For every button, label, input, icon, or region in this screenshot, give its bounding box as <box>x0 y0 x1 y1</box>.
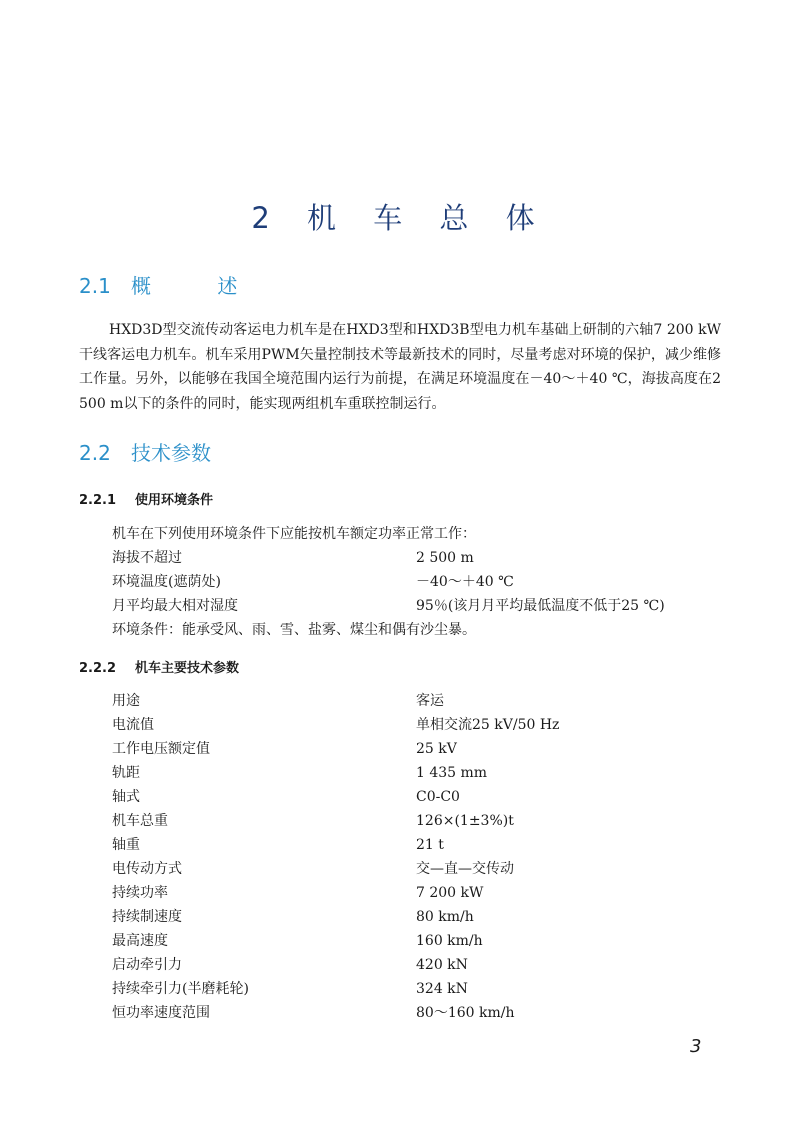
section-number: 2.1 <box>79 274 111 298</box>
row-value: 160 km/h <box>416 933 483 949</box>
row-label: 电传动方式 <box>112 861 182 877</box>
row-label: 工作电压额定值 <box>112 741 210 757</box>
row-value: －40～＋40 ℃ <box>416 574 514 590</box>
environment-row <box>112 546 732 570</box>
row-value: C0-C0 <box>416 789 460 805</box>
row-value: 客运 <box>416 693 444 709</box>
environment-row <box>112 594 732 618</box>
parameter-row <box>112 953 732 977</box>
section-heading-technical-parameters <box>79 437 211 466</box>
subsection-number: 2.2.2 <box>79 661 117 676</box>
parameter-row <box>112 689 732 713</box>
row-label: 机车总重 <box>112 813 168 829</box>
parameter-row <box>112 785 732 809</box>
row-label: 持续牵引力(半磨耗轮) <box>112 981 249 997</box>
subsection-title: 机车主要技术参数 <box>135 661 240 676</box>
row-label: 轴式 <box>112 789 140 805</box>
parameter-row <box>112 905 732 929</box>
parameter-row <box>112 1001 732 1025</box>
row-value: 80 km/h <box>416 909 474 925</box>
parameter-row <box>112 737 732 761</box>
environment-row <box>112 570 732 594</box>
section-number: 2.2 <box>79 441 111 465</box>
subsection-heading-environment <box>79 489 213 508</box>
subsection-heading-main-parameters <box>79 657 239 676</box>
row-value: 2 500 m <box>416 550 474 566</box>
row-label: 持续制速度 <box>112 909 182 925</box>
row-value: 交—直—交传动 <box>416 861 514 877</box>
row-label: 电流值 <box>112 717 154 733</box>
chapter-title: 2 机 车 总 体 <box>251 201 549 235</box>
parameter-row <box>112 833 732 857</box>
row-label: 最高速度 <box>112 933 168 949</box>
row-label: 月平均最大相对湿度 <box>112 598 238 614</box>
parameter-row <box>112 809 732 833</box>
row-label: 轴重 <box>112 837 140 853</box>
section-title: 技术参数 <box>131 441 211 465</box>
row-value: 324 kN <box>416 981 468 997</box>
parameter-row <box>112 977 732 1001</box>
subsection-title: 使用环境条件 <box>135 493 214 508</box>
parameter-row <box>112 713 732 737</box>
row-label: 轨距 <box>112 765 140 781</box>
row-value: 80～160 km/h <box>416 1005 515 1021</box>
environment-intro: 机车在下列使用环境条件下应能按机车额定功率正常工作： <box>112 526 476 542</box>
row-label: 海拔不超过 <box>112 550 182 566</box>
row-value: 单相交流25 kV/50 Hz <box>416 717 560 733</box>
parameter-row <box>112 761 732 785</box>
row-label: 恒功率速度范围 <box>112 1005 210 1021</box>
environment-closing: 环境条件：能承受风、雨、雪、盐雾、煤尘和偶有沙尘暴。 <box>112 622 476 638</box>
parameter-row <box>112 929 732 953</box>
section-heading-overview <box>79 270 267 299</box>
row-value: 7 200 kW <box>416 885 484 901</box>
row-value: 1 435 mm <box>416 765 488 781</box>
overview-paragraph: HXD3D型交流传动客运电力机车是在HXD3型和HXD3B型电力机车基础上研制的六轴7 200 kW干线客运电力机车。机车采用PWM矢量控制技术等最新技术的同时，尽量考虑对环境的保护，减少维修工作量。另外，以能够在我国全境范围内运行为前提，在满足环境温度在－40～＋40 ℃，海拔高度在2 500 m以下的条件的同时，能实现两组机车重联控制运行。 <box>79 322 721 412</box>
row-label: 启动牵引力 <box>112 957 182 973</box>
row-value: 420 kN <box>416 957 468 973</box>
row-value: 126×(1±3%)t <box>416 813 514 829</box>
parameter-row <box>112 881 732 905</box>
page-number: 3 <box>690 1036 702 1057</box>
section-title: 概 述 <box>131 274 268 298</box>
subsection-number: 2.2.1 <box>79 493 117 508</box>
row-value: 21 t <box>416 837 444 853</box>
row-label: 用途 <box>112 693 140 709</box>
row-label: 持续功率 <box>112 885 168 901</box>
row-value: 25 kV <box>416 741 457 757</box>
parameter-row <box>112 857 732 881</box>
row-label: 环境温度(遮荫处) <box>112 574 221 590</box>
row-value: 95％(该月月平均最低温度不低于25 ℃) <box>416 598 665 614</box>
